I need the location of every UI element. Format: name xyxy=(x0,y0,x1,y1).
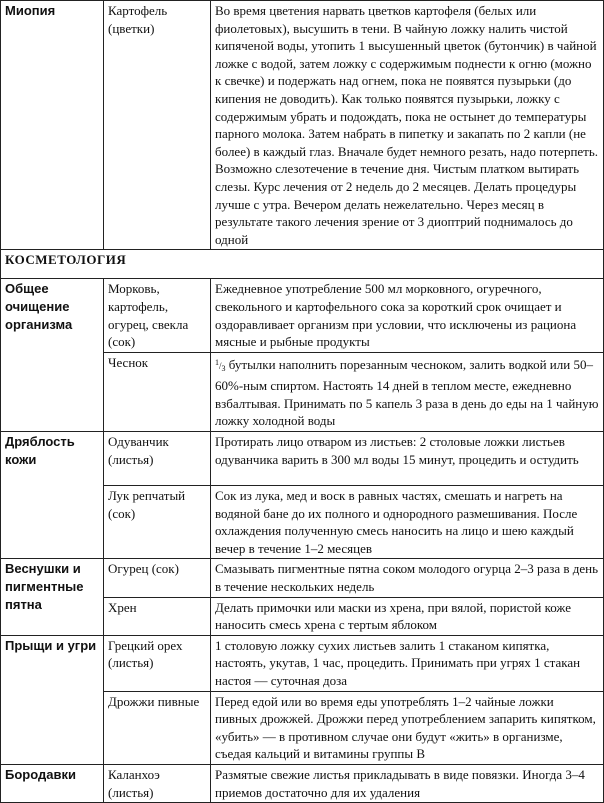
fraction-numerator: 1 xyxy=(215,357,219,367)
section-title: КОСМЕТОЛОГИЯ xyxy=(1,250,604,279)
condition-cell: Дряблость кожи xyxy=(1,432,104,559)
plant-cell: Картофель (цветки) xyxy=(104,1,211,250)
table-row xyxy=(1,559,604,597)
recipe-cell: Ежедневное употребление 500 мл морковного, огуречного, свекольного и картофельного сока за короткий срок очищает и оздоравливает организм при условии, что исключены из рациона мясные и рыбные продукты xyxy=(211,279,604,352)
section-row xyxy=(1,250,604,279)
condition-cell: Бородавки xyxy=(1,764,104,802)
condition-cell: Веснушки и пигментные пятна xyxy=(1,559,104,635)
recipe-cell: Во время цветения нарвать цветков картофеля (белых или фиолетовых), высушить в тени. В чайную ложку налить чистой кипяченой воды, утопить 1 высушенный цветок (бутончик) в чайной ложке с водой, затем ложку с содержимым поднести к огню (можно к свечке) и подержать над огнем, пока не появятся пузырьки (до кипения не доводить). Как только появятся пузырьки, ложку с содержимым убрать и подождать, пока не остынет до температуры парного молока. Затем набрать в пипетку и закапать по 2 капли (не более) в каждый глаз. Вначале будет немного резать, надо потерпеть. Возможно слезотечение в течение дня. Чистым платком вытирать слезы. Курс лечения от 2 недель до 2 месяцев. Делать процедуры лучше с утра. Вечером делать нежелательно. Через месяц в результате такого лечения зрение от 3 диоптрий поднималось до одной xyxy=(211,1,604,250)
plant-cell: Хрен xyxy=(104,597,211,635)
plant-cell: Чеснок xyxy=(104,352,211,431)
condition-cell: Миопия xyxy=(1,1,104,250)
table-row xyxy=(1,432,604,486)
plant-cell: Дрожжи пивные xyxy=(104,691,211,764)
fraction-denominator: 3 xyxy=(221,363,226,373)
table-row xyxy=(1,279,604,352)
plant-cell: Каланхоэ (листья) xyxy=(104,764,211,802)
plant-cell: Грецкий орех (листья) xyxy=(104,635,211,691)
plant-cell: Огурец (сок) xyxy=(104,559,211,597)
condition-cell: Общее очищение организма xyxy=(1,279,104,432)
plant-cell: Морковь, картофель, огурец, свекла (сок) xyxy=(104,279,211,352)
table-row xyxy=(1,764,604,802)
recipe-cell: Перед едой или во время еды употреблять 1–2 чайные ложки пивных дрожжей. Дрожжи перед употреблением запарить кипятком, «убить» — в противном случае они будут «жить» в организме, съедая кальций и витамины группы B xyxy=(211,691,604,764)
fraction: $^1/_3$ xyxy=(215,357,226,373)
recipe-text: бутылки наполнить порезанным чесноком, залить водкой или 50–60%-ным спиртом. Настоять 14 дней в теплом месте, ежедневно взбалтывая. Принимать по 5 капель 3 раза в день до еды на 1 чайную ложку холодной воды xyxy=(215,356,599,429)
recipe-cell: Смазывать пигментные пятна соком молодого огурца 2–3 раза в день в течение нескольких недель xyxy=(211,559,604,597)
recipe-cell: Делать примочки или маски из хрена, при вялой, пористой коже наносить смесь хрена с тертым яблоком xyxy=(211,597,604,635)
recipe-cell xyxy=(211,352,604,431)
recipe-cell: Сок из лука, мед и воск в равных частях, смешать и нагреть на водяной бане до их полного и однородного размешивания. После охлаждения полученную смесь наносить на лицо и шею каждый вечер в течение 1–2 месяцев xyxy=(211,486,604,559)
table-row xyxy=(1,635,604,691)
table-row xyxy=(1,1,604,250)
recipe-cell: Размятые свежие листья прикладывать в виде повязки. Иногда 3–4 приемов достаточно для их удаления xyxy=(211,764,604,802)
plant-cell: Лук репчатый (сок) xyxy=(104,486,211,559)
recipe-cell: 1 столовую ложку сухих листьев залить 1 стаканом кипятка, настоять, укутав, 1 час, процедить. Принимать при угрях 1 стакан настоя — суточная доза xyxy=(211,635,604,691)
condition-cell: Прыщи и угри xyxy=(1,635,104,764)
recipe-cell: Протирать лицо отваром из листьев: 2 столовые ложки листьев одуванчика варить в 300 мл воды 15 минут, процедить и остудить xyxy=(211,432,604,486)
plant-cell: Одуванчик (листья) xyxy=(104,432,211,486)
